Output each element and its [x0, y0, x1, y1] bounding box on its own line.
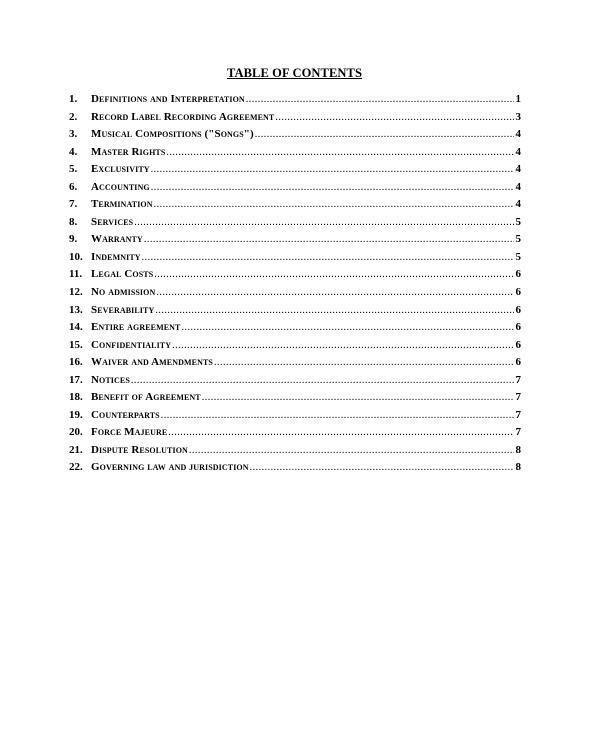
toc-entry[interactable]: [69, 444, 521, 462]
toc-entry-page: 4: [515, 198, 521, 211]
toc-entry[interactable]: [69, 286, 521, 304]
toc-dot-leader: [142, 252, 514, 263]
toc-entry-label: Record Label Recording Agreement: [91, 110, 275, 123]
toc-dot-leader: [154, 269, 514, 280]
toc-entry[interactable]: [69, 339, 521, 357]
toc-entry-number: 12.: [69, 286, 83, 299]
toc-entry-page: 4: [515, 128, 521, 141]
toc-entry[interactable]: [69, 374, 521, 392]
toc-entry[interactable]: [69, 233, 521, 251]
toc-entry-page: 8: [515, 443, 521, 456]
toc-dot-leader: [275, 112, 514, 123]
toc-entry-number: 6.: [69, 180, 78, 193]
toc-entry-label: Severability: [91, 303, 155, 316]
toc-entry[interactable]: [69, 304, 521, 322]
page-title: TABLE OF CONTENTS: [226, 66, 363, 80]
toc-entry-page: 6: [515, 268, 521, 281]
toc-entry-page: 4: [515, 145, 521, 158]
toc-entry-page: 7: [515, 373, 521, 386]
toc-entry-page: 5: [515, 215, 521, 228]
toc-entry-page: 7: [515, 408, 521, 421]
toc-dot-leader: [156, 287, 514, 298]
toc-dot-leader: [166, 147, 514, 158]
toc-entry-page: 6: [515, 321, 521, 334]
toc-entry[interactable]: [69, 461, 521, 479]
toc-entry-number: 20.: [69, 426, 83, 439]
toc-dot-leader: [154, 199, 514, 210]
toc-entry-page: 6: [515, 286, 521, 299]
toc-entry-number: 3.: [69, 128, 78, 141]
toc-entry-number: 1.: [69, 93, 78, 105]
toc-entry-number: 4.: [69, 145, 78, 158]
toc-entry-label: Legal Costs: [91, 268, 154, 281]
toc-entry-page: 5: [515, 233, 521, 246]
toc-entry-number: 17.: [69, 373, 83, 386]
toc-dot-leader: [168, 427, 514, 438]
toc-dot-leader: [255, 129, 514, 140]
toc-dot-leader: [172, 340, 514, 351]
toc-entry-page: 8: [515, 461, 521, 474]
toc-entry-label: Governing law and jurisdiction: [91, 461, 249, 474]
toc-entry-number: 13.: [69, 303, 83, 316]
toc-entry[interactable]: [69, 216, 521, 234]
toc-entry-label: Dispute Resolution: [91, 443, 188, 456]
toc-entry[interactable]: [69, 93, 521, 111]
toc-entry-label: Benefit of Agreement: [91, 391, 201, 404]
toc-entry[interactable]: [69, 409, 521, 427]
toc-entry-number: 22.: [69, 461, 83, 474]
toc-entry-number: 5.: [69, 163, 78, 176]
toc-dot-leader: [250, 462, 514, 473]
toc-dot-leader: [151, 164, 514, 175]
toc-entry-label: Services: [91, 215, 134, 228]
toc-entry[interactable]: [69, 111, 521, 129]
toc-entry[interactable]: [69, 426, 521, 444]
toc-entry-number: 8.: [69, 215, 78, 228]
toc-entry-number: 15.: [69, 338, 83, 351]
toc-entry-number: 11.: [69, 268, 83, 281]
toc-dot-leader: [214, 357, 514, 368]
toc-entry-label: Accounting: [91, 180, 150, 193]
toc-entry-number: 16.: [69, 356, 83, 369]
toc-entry[interactable]: [69, 391, 521, 409]
toc-entry-number: 7.: [69, 198, 78, 211]
toc-entry[interactable]: [69, 356, 521, 374]
toc-entry[interactable]: [69, 163, 521, 181]
toc-entry[interactable]: [69, 198, 521, 216]
toc-dot-leader: [161, 410, 514, 421]
toc-entry-page: 7: [515, 426, 521, 439]
toc-entry-page: 6: [515, 356, 521, 369]
toc-entry-page: 7: [515, 391, 521, 404]
toc-dot-leader: [189, 445, 514, 456]
toc-entry-label: Waiver and Amendments: [91, 356, 213, 369]
toc-entry-number: 18.: [69, 391, 83, 404]
toc-entry-label: Indemnity: [91, 250, 141, 263]
toc-entry-label: Master Rights: [91, 145, 166, 158]
toc-entry[interactable]: [69, 251, 521, 269]
toc-entry-label: Definitions and Interpretation: [91, 93, 245, 105]
toc-dot-leader: [155, 305, 514, 316]
toc-dot-leader: [202, 392, 514, 403]
toc-entry-number: 14.: [69, 321, 83, 334]
toc-entry-label: Notices: [91, 373, 130, 386]
toc-entry-label: Force Majeure: [91, 426, 168, 439]
toc-dot-leader: [144, 234, 514, 245]
toc-entry-page: 4: [515, 180, 521, 193]
toc-entry-label: Termination: [91, 198, 153, 211]
toc-entry-page: 1: [515, 93, 521, 105]
toc-dot-leader: [181, 322, 514, 333]
toc-entry-label: Entire agreement: [91, 321, 181, 334]
toc-entry-number: 21.: [69, 443, 83, 456]
toc-dot-leader: [151, 182, 514, 193]
toc-dot-leader: [131, 375, 514, 386]
toc-entry[interactable]: [69, 181, 521, 199]
toc-entry[interactable]: [69, 268, 521, 286]
toc-dot-leader: [246, 94, 514, 105]
toc-entry-number: 10.: [69, 250, 83, 263]
toc-entry-page: 6: [515, 338, 521, 351]
toc-entry[interactable]: [69, 146, 521, 164]
toc-entry-number: 19.: [69, 408, 83, 421]
toc-entry-label: Confidentiality: [91, 338, 172, 351]
toc-entry-label: Counterparts: [91, 408, 160, 421]
table-of-contents: [69, 93, 521, 479]
toc-entry-page: 6: [515, 303, 521, 316]
toc-entry-label: Musical Compositions ("Songs"): [91, 128, 254, 141]
toc-entry-label: Warranty: [91, 233, 143, 246]
toc-entry-page: 3: [515, 110, 521, 123]
toc-entry-label: Exclusivity: [91, 163, 150, 176]
toc-dot-leader: [134, 217, 514, 228]
toc-entry[interactable]: [69, 128, 521, 146]
toc-entry[interactable]: [69, 321, 521, 339]
toc-entry-number: 9.: [69, 233, 78, 246]
toc-entry-page: 4: [515, 163, 521, 176]
toc-entry-page: 5: [515, 250, 521, 263]
toc-entry-number: 2.: [69, 110, 78, 123]
toc-entry-label: No admission: [91, 286, 156, 299]
